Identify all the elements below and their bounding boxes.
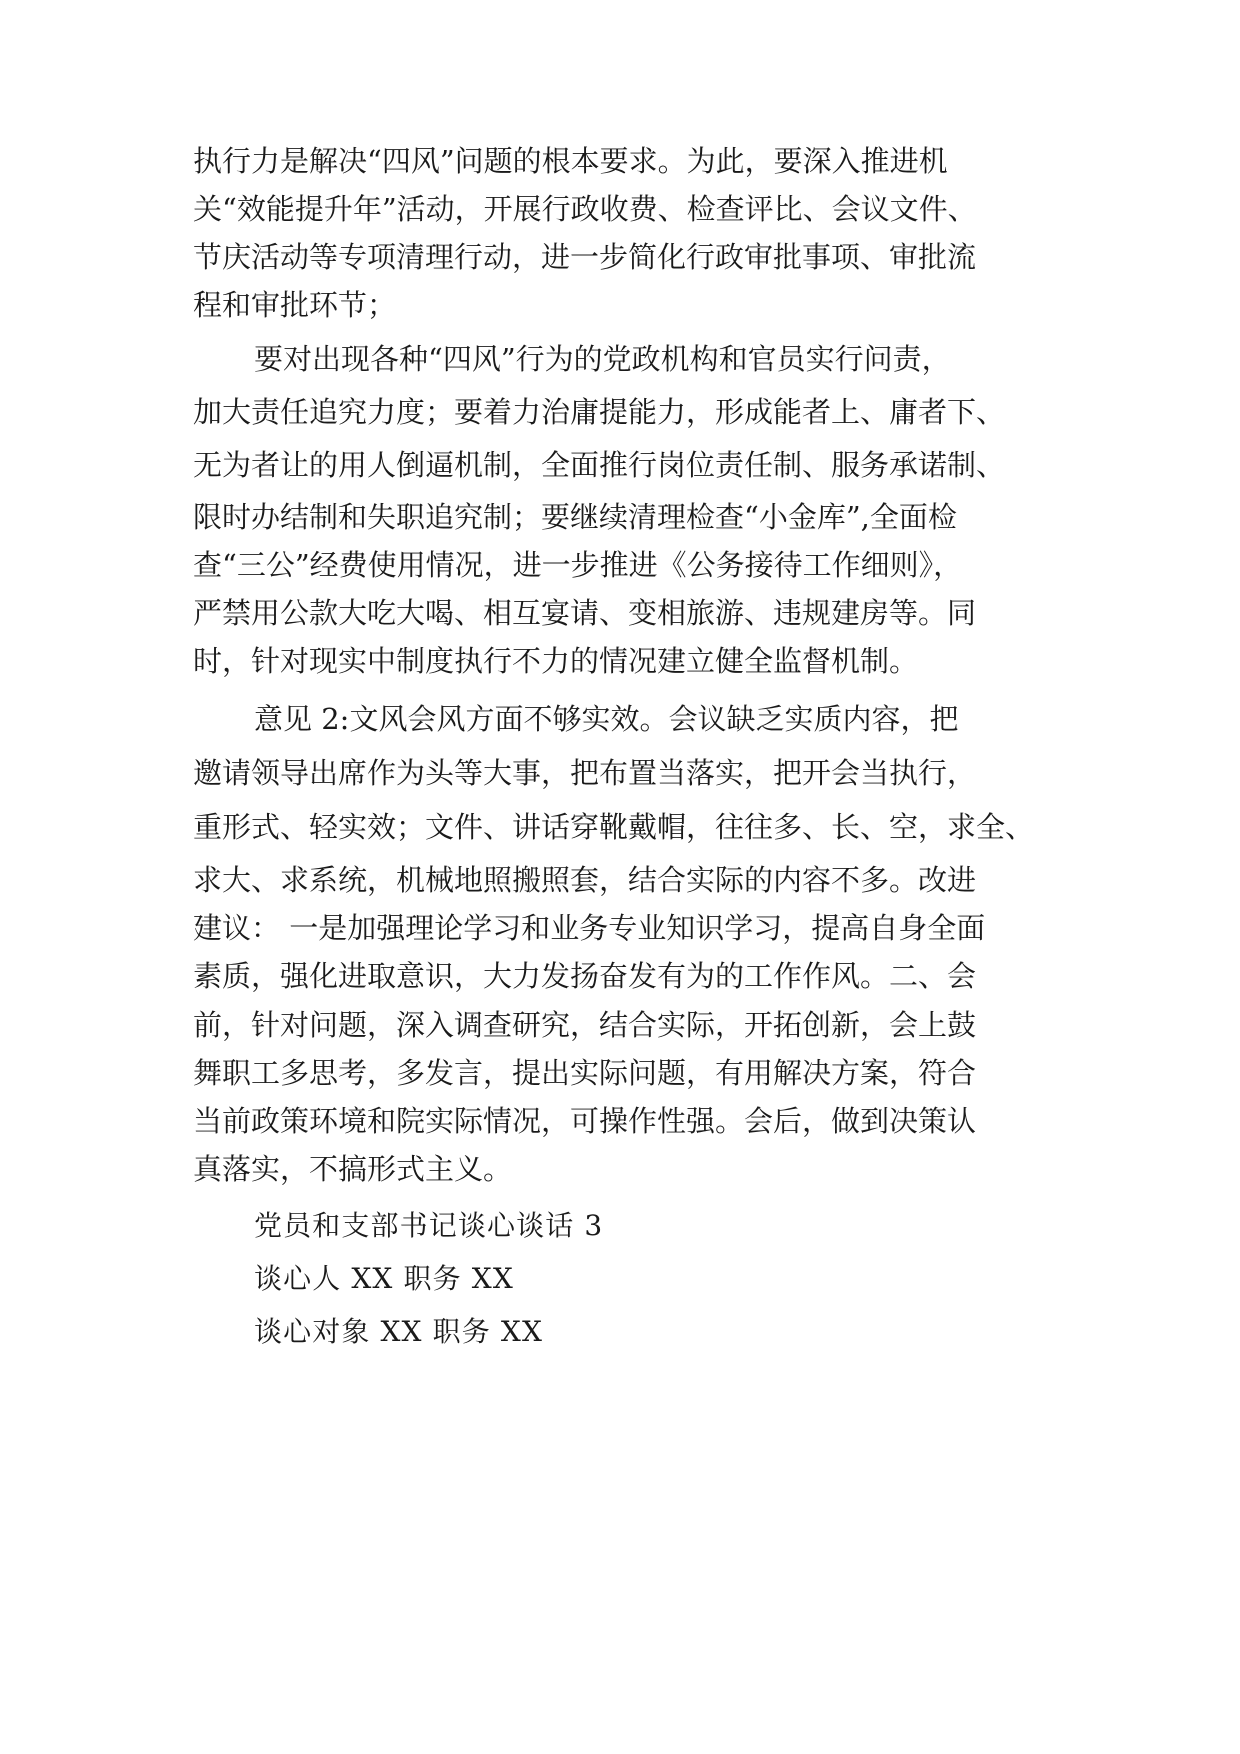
paragraph-2-line-2: 加大责任追究力度；要着力治庸提能力，形成能者上、庸者下、	[193, 395, 1006, 429]
paragraph-1-line-4: 程和审批环节；	[193, 288, 397, 322]
paragraph-2-line-3: 无为者让的用人倒逼机制，全面推行岗位责任制、服务承诺制、	[193, 448, 1006, 482]
paragraph-3-line-2: 邀请领导出席作为头等大事，把布置当落实，把开会当执行，	[193, 756, 977, 790]
section-title: 党员和支部书记谈心谈话 3	[254, 1209, 604, 1242]
paragraph-2-line-5: 查“三公”经费使用情况，进一步推进《公务接待工作细则》，	[193, 548, 963, 582]
paragraph-2-line-4: 限时办结制和失职追究制；要继续清理检查“小金库”,全面检	[193, 500, 957, 534]
paragraph-3-line-3: 重形式、轻实效；文件、讲话穿靴戴帽，往往多、长、空，求全、	[193, 810, 1035, 844]
interviewer-line: 谈心人 XX 职务 XX	[254, 1262, 514, 1295]
paragraph-1-line-2: 关“效能提升年”活动，开展行政收费、检查评比、会议文件、	[193, 192, 977, 226]
paragraph-3-line-7: 前，针对问题，深入调查研究，结合实际，开拓创新，会上鼓	[193, 1008, 977, 1042]
paragraph-1-line-3: 节庆活动等专项清理行动，进一步简化行政审批事项、审批流	[193, 240, 977, 274]
paragraph-3-line-4: 求大、求系统，机械地照搬照套，结合实际的内容不多。改进	[193, 863, 977, 897]
paragraph-2-line-1: 要对出现各种“四风”行为的党政机构和官员实行问责，	[254, 342, 951, 376]
paragraph-3-line-1: 意见 2:文风会风方面不够实效。会议缺乏实质内容，把	[254, 702, 959, 736]
paragraph-3-line-10: 真落实，不搞形式主义。	[193, 1152, 513, 1186]
paragraph-2-line-7: 时，针对现实中制度执行不力的情况建立健全监督机制。	[193, 644, 919, 678]
paragraph-3-line-5: 建议： 一是加强理论学习和业务专业知识学习，提高自身全面	[193, 911, 986, 945]
paragraph-2-line-6: 严禁用公款大吃大喝、相互宴请、变相旅游、违规建房等。同	[193, 596, 977, 630]
paragraph-3-line-6: 素质，强化进取意识，大力发扬奋发有为的工作作风。二、会	[193, 959, 977, 993]
interviewee-line: 谈心对象 XX 职务 XX	[254, 1315, 543, 1348]
paragraph-3-line-8: 舞职工多思考，多发言，提出实际问题，有用解决方案，符合	[193, 1056, 977, 1090]
paragraph-3-line-9: 当前政策环境和院实际情况，可操作性强。会后，做到决策认	[193, 1104, 977, 1138]
paragraph-1-line-1: 执行力是解决“四风”问题的根本要求。为此，要深入推进机	[193, 144, 948, 178]
